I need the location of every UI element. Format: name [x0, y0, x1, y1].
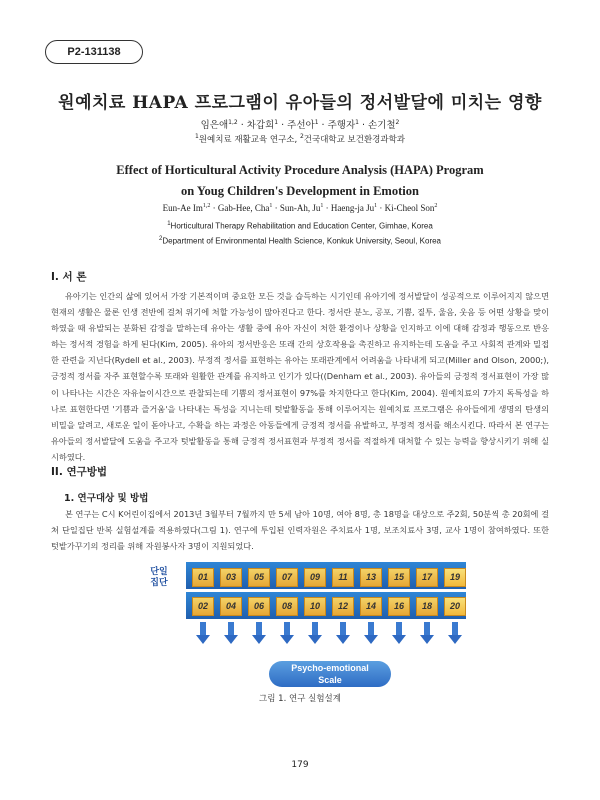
english-authors: Eun-Ae Im$^{1,2}$ · Gab-Hee, Cha$^1$ · Sun-Ah, $Ju^1$ · Haeng-ja $Ju^1$ · Ki-Cheol Son$^2$	[162, 203, 438, 213]
session-box-02: 02	[192, 597, 214, 616]
english-affiliation-1: $^1$Horticultural Therapy Rehabilitation and Education Center, Gimhae, Korea	[167, 221, 433, 231]
session-box-01: 01	[192, 568, 214, 587]
session-row-2	[192, 597, 466, 614]
korean-title: 원예치료 HAPA 프로그램이 유아들의 정서발달에 미치는 영향	[58, 93, 542, 113]
session-box-03: 03	[220, 568, 242, 587]
korean-affiliation: $^1$원예치료 재활교육 연구소, $^2$건국대학교 보건환경과학과	[194, 133, 406, 145]
psycho-emotional-scale-box	[269, 661, 391, 687]
session-box-06: 06	[248, 597, 270, 616]
session-box-08: 08	[276, 597, 298, 616]
english-title	[0, 160, 600, 202]
figure-caption: 그림 1. 연구 실험설계	[259, 694, 341, 704]
session-box-19: 19	[444, 568, 466, 587]
english-title-line1: Effect of Horticultural Activity Procedure Analysis (HAPA) Program	[116, 163, 484, 177]
korean-authors: 임은애$^{1,2}$ · 차갑희$^1$ · 주선아$^1$ · 주행자$^1$ · 손기철$^2$	[200, 118, 400, 131]
session-box-20: 20	[444, 597, 466, 616]
subjects-paragraph: 본 연구는 C시 K어린이집에서 2013년 3월부터 7월까지 만 5세 남아 10명, 여아 8명, 총 18명을 대상으로 주2회, 50분씩 총 20회에 걸쳐 단일집단 반복 실험설계를 적용하였다(그림 1). 연구에 투입된 인력자원은 주치료사 1명, 보조치료사 3명, 교사 1명이 참여하였다. 또한 텃밭가꾸기의 정리를 위해 자원봉사자 3명이 지원되었다.	[51, 509, 549, 552]
session-box-15: 15	[388, 568, 410, 587]
english-title-line2: on Youg Children's Development in Emotion	[181, 184, 419, 198]
group-label: 단일 집단	[150, 567, 168, 588]
session-box-04: 04	[220, 597, 242, 616]
subsection-subjects-heading: 1. 연구대상 및 방법	[64, 493, 149, 504]
session-box-13: 13	[360, 568, 382, 587]
session-row-1	[192, 568, 466, 585]
outcome-line2: Scale	[318, 675, 342, 685]
outcome-line1: Psycho-emotional	[291, 663, 369, 673]
session-box-12: 12	[332, 597, 354, 616]
session-box-16: 16	[388, 597, 410, 616]
english-affiliations	[0, 218, 600, 247]
page-number: 179	[291, 760, 309, 770]
session-box-14: 14	[360, 597, 382, 616]
session-box-09: 09	[304, 568, 326, 587]
introduction-paragraph: 유아기는 인간의 삶에 있어서 가장 기본적이며 중요한 모든 것을 습득하는 시기인데 유아기에 정서발달이 성공적으로 이루어지지 않으면 현재의 생활은 물론 인생 전반에 걸쳐 위기에 처할 가능성이 많아진다고 한다. 정서란 분노, 공포, 기쁨, 질투, 울음, 웃음 등 어떤 상황을 맞이하였을 때 유발되는 분화된 감정을 말하는데 유아는 생활 중에 유아 자신이 처한 환경이나 상황을 인지하고 이에 대해 감정과 행동으로 반응하는 정서적 경험을 하게 된다(Kim, 2005). 유아의 정서반응은 또래 간의 상호작용을 촉진하고 유지하는데 도움을 주고 사회적 관계와 밀접한 관련을 지닌다(Rydell et al., 2003). 부정적 정서를 표현하는 유아는 또래관계에서 어려움을 나타내게 되고(Miller and Olson, 2000;), 긍정적 정서를 자주 표현할수록 또래와 원활한 관계를 유지하고 인기가 있다((Denham et al., 2003). 유아들의 긍정적 정서표현이 가장 많이 나타나는 시간은 자유놀이시간으로 관찰되는데 기쁨의 정서표현이 97%를 차지한다고 한다(Kim, 2004). 원예치료의 7가지 독특성을 하나로 표현한다면 '기쁨과 즐거움'을 나타내는 특성을 지니는데 텃밭활동을 통해 이루어지는 원예치료 프로그램은 유아들에게 생명의 탄생의 비밀을 알려고, 새로운 일이 돋아나고, 수확을 하는 과정은 아동들에게 긍정적 정서를 유발하고, 부정적 정서를 해소시킨다. 따라서 본 연구는 유아들의 정서발달에 도움을 주고자 텃밭활동을 통해 긍정적 정서표현과 부정적 정서를 적절하게 대처할 수 있는 능력을 향상시키기 위해 실시하였다.	[51, 291, 549, 462]
session-box-05: 05	[248, 568, 270, 587]
session-box-10: 10	[304, 597, 326, 616]
session-box-07: 07	[276, 568, 298, 587]
english-affiliation-2: $^2$Department of Environmental Health Science, Konkuk University, Seoul, Korea	[159, 235, 441, 246]
session-box-17: 17	[416, 568, 438, 587]
abstract-id-tag: P2-131138	[45, 40, 143, 64]
section-introduction-heading: I. 서 론	[51, 271, 87, 283]
session-box-18: 18	[416, 597, 438, 616]
section-methods-heading: II. 연구방법	[51, 466, 108, 478]
session-box-11: 11	[332, 568, 354, 587]
